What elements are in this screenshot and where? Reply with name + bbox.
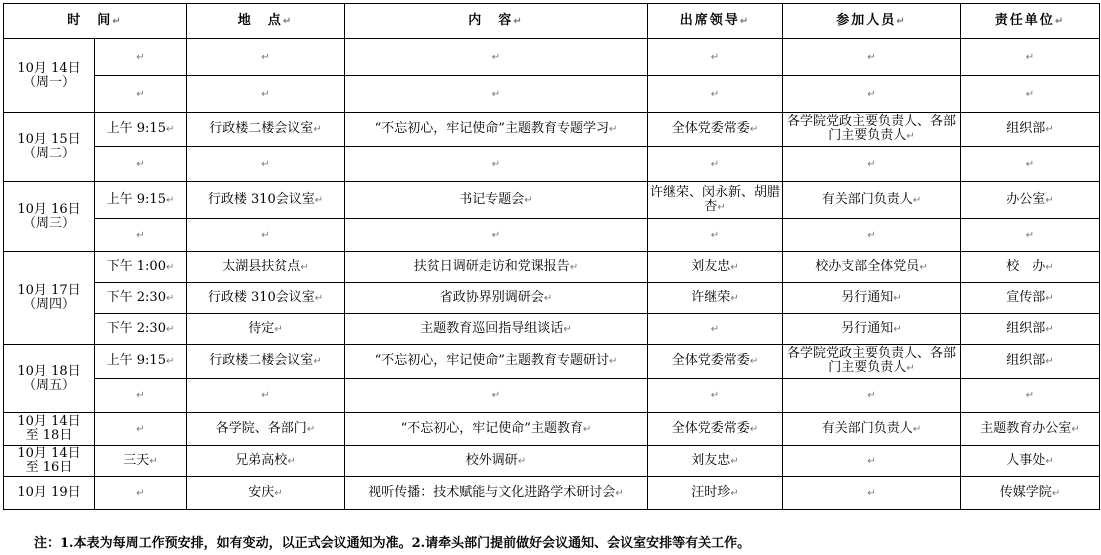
cell-participants [783,147,961,182]
paragraph-mark-icon: ↵ [1045,124,1054,135]
date-label: 10月 14日 [17,60,81,76]
paragraph-mark-icon: ↵ [749,423,759,435]
paragraph-mark-icon: ↵ [1025,390,1035,401]
cell-participants [783,446,961,477]
time-text: 下午 2:30 [106,320,166,336]
place-text: 太湖县扶贫点 [222,258,301,274]
participants-text: 校办支部全体党员 [815,258,920,274]
cell-unit [961,219,1100,252]
participants-text: 另行通知 [841,289,894,305]
paragraph-mark-icon: ↵ [165,261,175,273]
date-label: 10月 15日 [17,132,81,147]
cell-participants [783,345,961,379]
cell-participants [783,39,961,76]
paragraph-mark-icon: ↵ [912,194,922,206]
unit-text: 校 办 [1006,258,1046,274]
table-row [4,76,1100,113]
paragraph-mark-icon: ↵ [710,229,720,241]
cell-participants [783,252,961,283]
paragraph-mark-icon: ↵ [730,455,739,467]
date-label: 10月 18日 [17,363,81,379]
date-cell [4,113,95,182]
cell-participants [783,76,961,113]
cell-time [95,477,187,510]
paragraph-mark-icon: ↵ [867,487,876,499]
header-content: 内 容↵ [345,4,648,39]
unit-text: 组织部 [1006,353,1046,368]
cell-leaders [648,477,783,510]
cell-place [187,113,345,147]
paragraph-mark-icon: ↵ [261,229,270,241]
weekday-label: （周五） [22,377,75,393]
weekday-label: （周四） [22,297,75,312]
paragraph-mark-icon: ↵ [136,51,145,63]
cell-time [95,345,187,379]
paragraph-mark-icon: ↵ [582,423,592,435]
content-text: 校外调研 [465,452,518,468]
paragraph-mark-icon: ↵ [710,88,720,100]
leaders-text: 许继荣、闵永新、胡腊杏 [650,184,781,214]
schedule-body [4,39,1100,510]
weekday-label: 至 18日 [25,428,73,443]
date-label: 10月 14日 [17,414,81,429]
cell-leaders [648,283,783,314]
paragraph-mark-icon: ↵ [524,194,533,206]
participants-text: 另行通知 [841,320,894,336]
place-text: 行政楼二楼会议室 [209,353,314,368]
cell-leaders [648,252,783,283]
paragraph-mark-icon: ↵ [261,88,270,100]
cell-unit [961,477,1100,510]
paragraph-mark-icon: ↵ [730,261,739,273]
paragraph-mark-icon: ↵ [867,88,876,100]
cell-leaders [648,39,783,76]
date-cell [4,413,95,446]
cell-leaders [648,446,783,477]
unit-text: 主题教育办公室 [980,420,1072,436]
cell-unit [961,314,1100,345]
paragraph-mark-icon: ↵ [491,88,501,100]
table-row [4,379,1100,413]
cell-content [345,283,648,314]
cell-leaders [648,113,783,147]
table-row [4,219,1100,252]
paragraph-mark-icon: ↵ [165,124,175,135]
cell-content [345,345,648,379]
content-text: 主题教育巡回指导组谈话 [420,320,564,336]
unit-text: 传媒学院 [999,484,1052,500]
cell-participants [783,379,961,413]
paragraph-mark-icon: ↵ [314,194,324,206]
participants-text: 有关部门负责人 [821,420,913,436]
cell-place [187,345,345,379]
header-unit: 责任单位↵ [961,4,1100,39]
leaders-text: 汪时珍 [691,484,731,500]
cell-participants [783,182,961,219]
paragraph-mark-icon: ↵ [313,124,322,135]
cell-unit [961,182,1100,219]
cell-unit [961,413,1100,446]
paragraph-mark-icon: ↵ [749,124,759,135]
paragraph-mark-icon: ↵ [136,423,145,435]
paragraph-mark-icon: ↵ [906,131,915,142]
cell-content [345,182,648,219]
leaders-text: 许继荣 [691,289,731,305]
header-row [4,4,1100,39]
cell-content [345,147,648,182]
cell-place [187,413,345,446]
cell-leaders [648,379,783,413]
header-participants: 参加人员↵ [783,4,961,39]
cell-unit [961,147,1100,182]
paragraph-mark-icon: ↵ [1045,356,1054,367]
cell-leaders [648,76,783,113]
paragraph-mark-icon: ↵ [912,423,922,435]
table-row [4,283,1100,314]
cell-place [187,182,345,219]
time-text: 上午 9:15 [106,353,166,368]
content-text: 省政协界别调研会 [439,289,544,305]
table-row [4,147,1100,182]
leaders-text: 全体党委常委 [671,353,750,368]
paragraph-mark-icon: ↵ [517,455,527,467]
weekly-schedule-table [3,3,1100,510]
paragraph-mark-icon: ↵ [165,292,175,304]
cell-participants [783,413,961,446]
cell-time [95,147,187,182]
paragraph-mark-icon: ↵ [730,292,739,304]
paragraph-mark-icon: ↵ [491,158,501,170]
paragraph-mark-icon: ↵ [491,229,501,241]
cell-time [95,446,187,477]
cell-leaders [648,345,783,379]
paragraph-mark-icon: ↵ [287,455,296,467]
paragraph-mark-icon: ↵ [867,390,876,401]
paragraph-mark-icon: ↵ [1025,229,1035,241]
content-text: 扶贫日调研走访和党课报告 [413,258,570,274]
paragraph-mark-icon: ↵ [1051,487,1061,499]
cell-place [187,76,345,113]
cell-time [95,39,187,76]
paragraph-mark-icon: ↵ [261,51,270,63]
unit-text: 宣传部 [1006,289,1046,305]
cell-unit [961,446,1100,477]
cell-content [345,314,648,345]
place-text: 待定 [248,320,275,336]
table-row [4,39,1100,76]
cell-participants [783,113,961,147]
header-place: 地 点↵ [187,4,345,39]
paragraph-mark-icon: ↵ [543,292,553,304]
content-text: “不忘初心，牢记使命”主题教育专题研讨 [374,353,609,368]
participants-text: 各学院党政主要负责人、各部门主要负责人 [786,114,956,143]
paragraph-mark-icon: ↵ [615,487,624,499]
date-label: 10月 17日 [17,283,81,298]
cell-time [95,283,187,314]
cell-unit [961,379,1100,413]
unit-text: 人事处 [1006,452,1046,468]
table-row [4,113,1100,147]
date-label: 10月 16日 [17,201,81,217]
paragraph-mark-icon: ↵ [165,194,175,206]
cell-content [345,39,648,76]
paragraph-mark-icon: ↵ [710,51,720,63]
paragraph-mark-icon: ↵ [563,323,572,335]
table-row [4,345,1100,379]
weekday-label: 至 16日 [25,460,73,475]
cell-place [187,283,345,314]
paragraph-mark-icon: ↵ [300,261,309,273]
cell-content [345,477,648,510]
paragraph-mark-icon: ↵ [730,487,739,499]
paragraph-mark-icon: ↵ [136,487,145,499]
header-time: 时 间↵ [4,4,187,39]
place-text: 行政楼 310会议室 [207,289,315,305]
cell-time [95,219,187,252]
paragraph-mark-icon: ↵ [1045,455,1054,467]
cell-place [187,314,345,345]
table-row [4,182,1100,219]
date-cell [4,446,95,477]
cell-leaders [648,147,783,182]
paragraph-mark-icon: ↵ [1025,158,1035,170]
header-leaders: 出席领导↵ [648,4,783,39]
place-text: 行政楼二楼会议室 [209,121,314,136]
cell-content [345,446,648,477]
cell-participants [783,219,961,252]
date-cell [4,345,95,413]
cell-unit [961,345,1100,379]
cell-content [345,413,648,446]
time-text: 上午 9:15 [106,121,166,136]
time-text: 下午 1:00 [106,258,166,274]
weekday-label: （周一） [22,74,75,90]
leaders-text: 刘友忠 [691,258,731,274]
time-text: 三天 [123,452,150,468]
unit-text: 办公室 [1006,191,1046,207]
paragraph-mark-icon: ↵ [136,158,145,170]
cell-content [345,252,648,283]
content-text: “不忘初心，牢记使命”主题教育 [400,420,583,436]
cell-content [345,379,648,413]
table-row [4,477,1100,510]
cell-content [345,76,648,113]
paragraph-mark-icon: ↵ [274,323,283,335]
leaders-text: 全体党委常委 [671,121,750,136]
paragraph-mark-icon: ↵ [1045,292,1054,304]
paragraph-mark-icon: ↵ [710,390,720,401]
cell-unit [961,76,1100,113]
participants-text: 各学院党政主要负责人、各部门主要负责人 [786,346,956,375]
paragraph-mark-icon: ↵ [867,229,876,241]
date-label: 10月 14日 [17,446,81,461]
place-text: 行政楼 310会议室 [207,191,315,207]
content-text: “不忘初心，牢记使命”主题教育专题学习 [374,121,609,136]
table-row [4,446,1100,477]
cell-time [95,252,187,283]
paragraph-mark-icon: ↵ [1025,88,1035,100]
table-row [4,314,1100,345]
date-cell [4,39,95,113]
cell-time [95,76,187,113]
paragraph-mark-icon: ↵ [491,390,501,401]
paragraph-mark-icon: ↵ [261,390,270,401]
unit-text: 组织部 [1006,320,1046,336]
paragraph-mark-icon: ↵ [710,323,720,335]
date-cell [4,252,95,345]
cell-leaders [648,413,783,446]
cell-time [95,182,187,219]
content-text: 书记专题会 [459,191,525,207]
cell-place [187,219,345,252]
paragraph-mark-icon: ↵ [867,51,876,63]
paragraph-mark-icon: ↵ [136,229,145,241]
cell-place [187,147,345,182]
weekday-label: （周二） [22,146,75,161]
cell-time [95,413,187,446]
time-text: 上午 9:15 [106,191,166,207]
cell-place [187,252,345,283]
paragraph-mark-icon: ↵ [136,390,145,401]
leaders-text: 全体党委常委 [671,420,750,436]
cell-unit [961,252,1100,283]
cell-unit [961,113,1100,147]
paragraph-mark-icon: ↵ [569,261,579,273]
paragraph-mark-icon: ↵ [1045,261,1054,273]
paragraph-mark-icon: ↵ [149,455,158,467]
participants-text: 有关部门负责人 [821,191,913,207]
cell-place [187,39,345,76]
paragraph-mark-icon: ↵ [608,124,618,135]
cell-place [187,446,345,477]
cell-participants [783,314,961,345]
paragraph-mark-icon: ↵ [1025,51,1035,63]
cell-place [187,379,345,413]
paragraph-mark-icon: ↵ [749,356,759,367]
leaders-text: 刘友忠 [691,452,731,468]
date-cell [4,182,95,252]
paragraph-mark-icon: ↵ [717,201,726,213]
cell-content [345,113,648,147]
content-text: 视听传播：技术赋能与文化进路学术研讨会 [368,484,616,500]
paragraph-mark-icon: ↵ [136,88,145,100]
cell-unit [961,39,1100,76]
paragraph-mark-icon: ↵ [1045,194,1054,206]
place-text: 兄弟高校 [235,452,288,468]
unit-text: 组织部 [1006,121,1046,136]
place-text: 安庆 [248,484,275,500]
paragraph-mark-icon: ↵ [274,487,283,499]
date-cell [4,477,95,510]
cell-unit [961,283,1100,314]
paragraph-mark-icon: ↵ [491,51,501,63]
cell-time [95,113,187,147]
cell-time [95,379,187,413]
paragraph-mark-icon: ↵ [919,261,928,273]
paragraph-mark-icon: ↵ [893,323,902,335]
paragraph-mark-icon: ↵ [306,423,316,435]
paragraph-mark-icon: ↵ [165,323,175,335]
paragraph-mark-icon: ↵ [1045,323,1054,335]
table-row [4,413,1100,446]
paragraph-mark-icon: ↵ [710,158,720,170]
cell-participants [783,283,961,314]
paragraph-mark-icon: ↵ [261,158,270,170]
paragraph-mark-icon: ↵ [867,158,876,170]
paragraph-mark-icon: ↵ [608,356,618,367]
date-label: 10月 19日 [17,485,81,500]
cell-content [345,219,648,252]
paragraph-mark-icon: ↵ [867,455,876,467]
weekday-label: （周三） [22,215,75,231]
cell-time [95,314,187,345]
time-text: 下午 2:30 [106,289,166,305]
place-text: 各学院、各部门 [215,420,307,436]
table-row [4,252,1100,283]
paragraph-mark-icon: ↵ [165,356,175,367]
cell-place [187,477,345,510]
cell-leaders [648,314,783,345]
footnote: 注：1.本表为每周工作预安排，如有变动，以正式会议通知为准。2.请牵头部门提前做好会议通知、会议室安排等有关工作。 [34,536,751,551]
paragraph-mark-icon: ↵ [314,292,324,304]
paragraph-mark-icon: ↵ [893,292,902,304]
paragraph-mark-icon: ↵ [313,356,322,367]
cell-participants [783,477,961,510]
paragraph-mark-icon: ↵ [1071,423,1080,435]
paragraph-mark-icon: ↵ [906,363,915,374]
cell-leaders [648,182,783,219]
cell-leaders [648,219,783,252]
